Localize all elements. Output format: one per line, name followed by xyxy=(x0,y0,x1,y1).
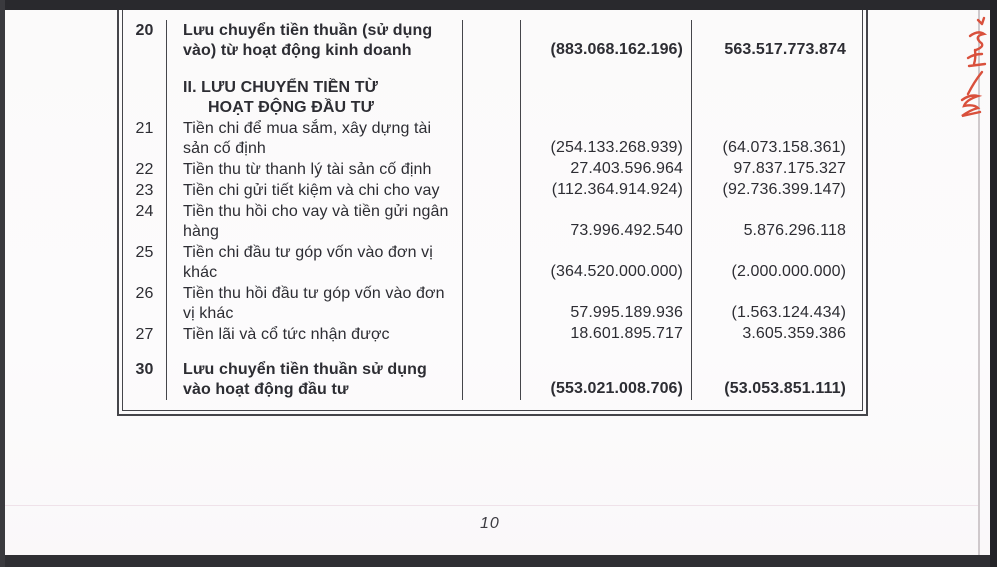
value-period2: (92.736.399.147) xyxy=(722,181,846,198)
notes-cell xyxy=(463,118,521,159)
value-period2: 5.876.296.118 xyxy=(743,222,846,239)
scan-edge-right xyxy=(990,0,997,567)
value-period1: 27.403.596.964 xyxy=(521,159,692,180)
row-spacer xyxy=(123,345,862,359)
section-header-row xyxy=(123,77,862,118)
row-number: 23 xyxy=(123,180,167,201)
row-label: Tiền lãi và cổ tức nhận được xyxy=(167,324,463,345)
value-period2: (1.563.124.434) xyxy=(731,304,846,321)
table-row xyxy=(123,20,862,61)
table-row xyxy=(123,359,862,400)
row-number: 22 xyxy=(123,159,167,180)
row-label: Tiền chi gửi tiết kiệm và chi cho vay xyxy=(167,180,463,201)
table-row xyxy=(123,324,862,345)
row-number: 30 xyxy=(123,359,167,400)
table-inner-border xyxy=(122,10,863,411)
table-row xyxy=(123,118,862,159)
row-label: Tiền thu hồi đầu tư góp vốn vào đơn vị khác xyxy=(167,283,463,324)
notes-cell xyxy=(463,20,521,61)
value-period1: 57.995.189.936 xyxy=(521,283,692,324)
row-number: 20 xyxy=(123,20,167,61)
row-label: Lưu chuyển tiền thuần (sử dụng vào) từ hoạt động kinh doanh xyxy=(167,20,463,61)
red-handwriting-icon xyxy=(948,14,992,129)
section-header xyxy=(167,77,463,118)
value-period2: (64.073.158.361) xyxy=(722,139,846,156)
value-period1: (883.068.162.196) xyxy=(521,20,692,61)
notes-cell xyxy=(463,180,521,201)
value-period2: 97.837.175.327 xyxy=(733,160,846,177)
table-row xyxy=(123,201,862,242)
notes-cell xyxy=(463,159,521,180)
row-label: Tiền thu hồi cho vay và tiền gửi ngân hàng xyxy=(167,201,463,242)
row-number: 21 xyxy=(123,118,167,159)
row-spacer xyxy=(123,61,862,77)
notes-cell xyxy=(463,242,521,283)
row-number: 27 xyxy=(123,324,167,345)
scan-edge-bottom xyxy=(0,555,997,567)
page-number: 10 xyxy=(480,515,500,532)
table-row xyxy=(123,159,862,180)
notes-cell xyxy=(463,359,521,400)
red-handwriting-annotation xyxy=(948,14,992,129)
row-label: Lưu chuyển tiền thuần sử dụng vào hoạt động đầu tư xyxy=(167,359,463,400)
row-number: 24 xyxy=(123,201,167,242)
scan-edge-left xyxy=(0,0,5,567)
notes-cell xyxy=(463,324,521,345)
row-number: 26 xyxy=(123,283,167,324)
table-row xyxy=(123,242,862,283)
footer-rule-line xyxy=(5,505,978,506)
value-period2: 3.605.359.386 xyxy=(742,325,846,342)
table-row xyxy=(123,180,862,201)
value-period1: 18.601.895.717 xyxy=(521,324,692,345)
value-period1: (553.021.008.706) xyxy=(521,359,692,400)
value-period1: 73.996.492.540 xyxy=(521,201,692,242)
value-period2: (2.000.000.000) xyxy=(731,263,846,280)
row-label: Tiền chi để mua sắm, xây dựng tài sản cố định xyxy=(167,118,463,159)
section-header-line2: HOẠT ĐỘNG ĐẦU TƯ xyxy=(208,99,374,116)
scan-edge-top xyxy=(0,0,997,10)
row-label: Tiền thu từ thanh lý tài sản cố định xyxy=(167,159,463,180)
value-period1: (364.520.000.000) xyxy=(521,242,692,283)
notes-cell xyxy=(463,201,521,242)
notes-cell xyxy=(463,283,521,324)
value-period1: (254.133.268.939) xyxy=(521,118,692,159)
table-row xyxy=(123,283,862,324)
value-period1: (112.364.914.924) xyxy=(521,180,692,201)
section-header-line1: II. LƯU CHUYỂN TIỀN TỪ xyxy=(183,79,378,96)
value-period2: (53.053.851.111) xyxy=(724,380,846,397)
row-number: 25 xyxy=(123,242,167,283)
cash-flow-statement-table xyxy=(117,10,868,416)
row-label: Tiền chi đầu tư góp vốn vào đơn vị khác xyxy=(167,242,463,283)
value-period2: 563.517.773.874 xyxy=(724,41,846,58)
